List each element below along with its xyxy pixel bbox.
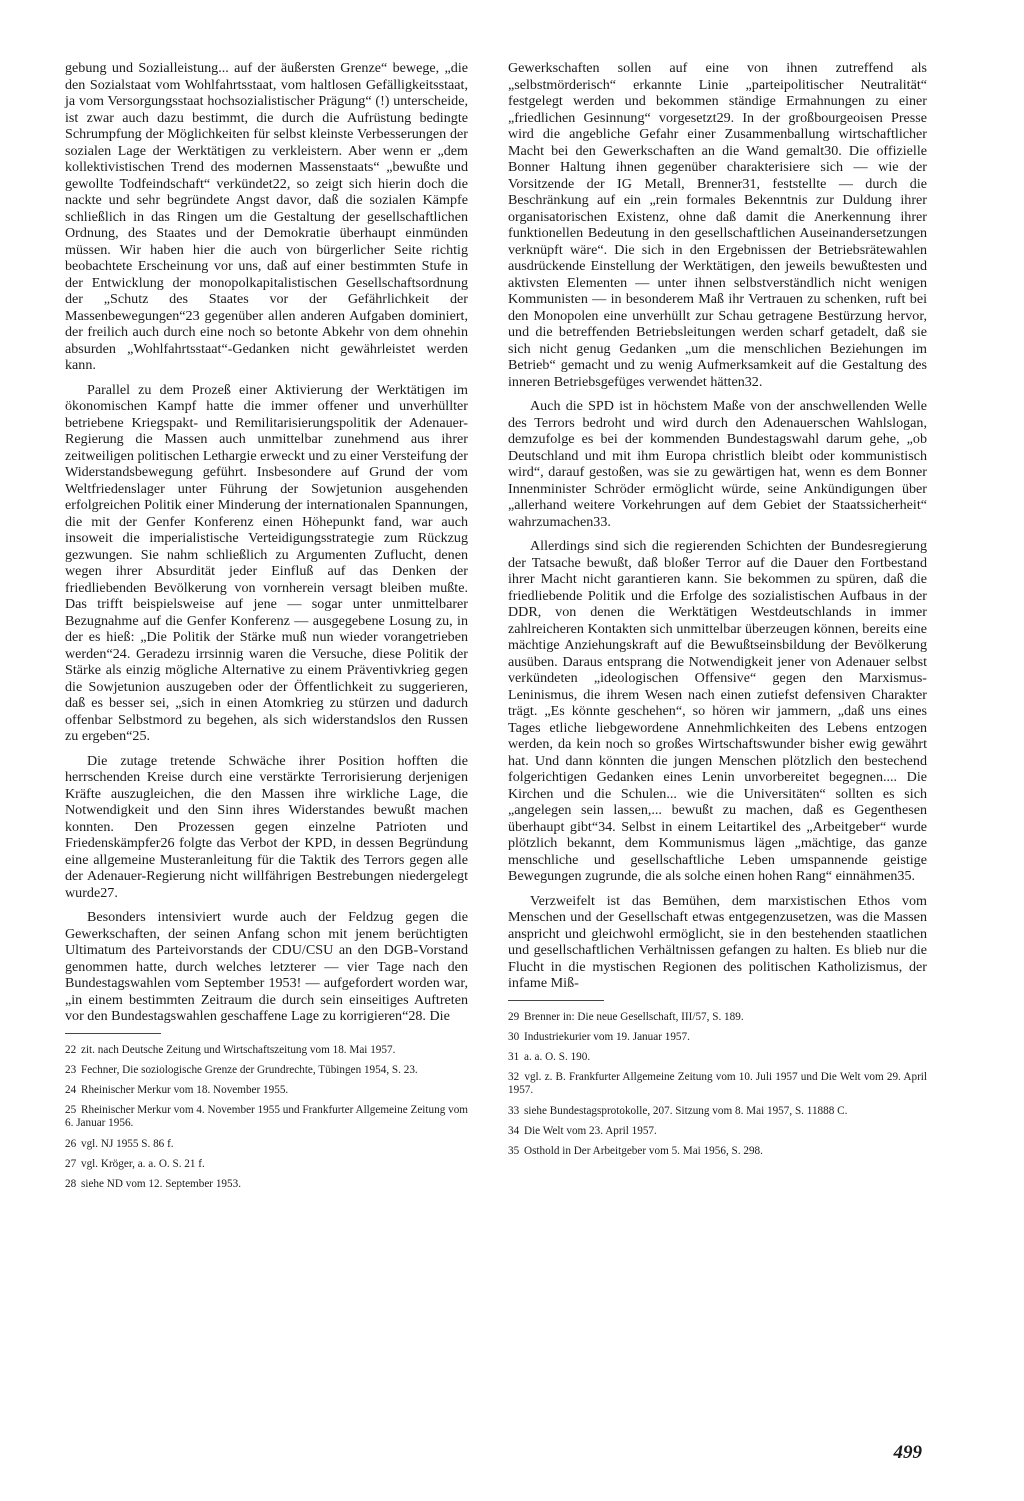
paragraph: Auch die SPD ist in höchstem Maße von der anschwellenden Welle des Terrors bedroht und wird durch den Adenauerschen Wahlslogan, demzufolge es bei der kommenden Bundestagswahl darum gehe, „ob Deutschland und mit ihm Europa christlich bleibt oder kommunistisch wird“, darauf gestoßen, was sie zu gewärtigen hat, wenn es dem Bonner Innenminister Schröder ermöglicht würde, seine Ankündigungen über „allerhand weitere Vorkehrungen auf dem Gebiet der Staatssicherheit“ wahrzumachen33. bbox=[508, 398, 927, 530]
paragraph: Die zutage tretende Schwäche ihrer Position hofften die herrschenden Kreise durch eine verstärkte Terrorisierung derjenigen Kräfte auszugleichen, die den Massen ihre wirkliche Lage, die Notwendigkeit und den Sinn ihres Widerstandes bewußt machen konnten. Den Prozessen gegen einzelne Patrioten und Friedenskämpfer26 folgte das Verbot der KPD, in dessen Begründung eine allgemeine Musteranleitung für die Taktik des Terrors gegen alle der Adenauer-Regierung nicht willfährigen Bestrebungen niedergelegt wurde27. bbox=[65, 752, 468, 901]
paragraph: Besonders intensiviert wurde auch der Feldzug gegen die Gewerkschaften, der seinen Anfang schon mit jenem berüchtigten Ultimatum des Parteivorstands der CDU/CSU an den DGB-Vorstand genommen hatte, durch welches letzterer — vier Tage nach den Bundestagswahlen vom September 1953! — aufgefordert worden war, „in einem bestimmten Zeitraum die durch sein einseitiges Auftreten vor den Bundestagswahlen geschaffene Lage zu korrigieren“28. Die bbox=[65, 909, 468, 1024]
footnote-text: siehe ND vom 12. September 1953. bbox=[80, 1177, 242, 1190]
footnote-text: vgl. Kröger, a. a. O. S. 21 f. bbox=[80, 1157, 205, 1170]
footnote-number: 31 bbox=[508, 1050, 520, 1063]
page-number: 499 bbox=[893, 1442, 922, 1463]
footnote-number: 27 bbox=[65, 1157, 77, 1170]
footnote-text: Die Welt vom 23. April 1957. bbox=[523, 1124, 657, 1137]
footnote-number: 23 bbox=[65, 1063, 77, 1076]
footnote-text: Rheinischer Merkur vom 4. November 1955 und Frankfurter Allgemeine Zeitung vom 6. Januar 1956. bbox=[65, 1104, 469, 1130]
footnote-number: 24 bbox=[65, 1083, 77, 1096]
footnote-text: a. a. O. S. 190. bbox=[523, 1050, 591, 1063]
right-column bbox=[508, 60, 927, 1165]
footnote-number: 22 bbox=[65, 1043, 77, 1056]
footnote-number: 34 bbox=[508, 1124, 520, 1137]
footnote-text: Brenner in: Die neue Gesellschaft, III/57, S. 189. bbox=[523, 1010, 744, 1023]
footnote-text: vgl. z. B. Frankfurter Allgemeine Zeitung vom 10. Juli 1957 und Die Welt vom 29. April 1957. bbox=[508, 1071, 928, 1097]
footnote bbox=[508, 1051, 927, 1064]
footnote bbox=[65, 1084, 468, 1097]
paragraph: Allerdings sind sich die regierenden Schichten der Bundesregierung der Tatsache bewußt, daß bloßer Terror auf die Dauer den Fortbestand ihrer Macht nicht garantieren kann. Sie bekommen zu spüren, daß die friedliebende Politik und die Erfolge des sozialistischen Aufbaus in der DDR, von denen die Werktätigen Westdeutschlands in immer zahlreicheren Kontakten sich unmittelbar überzeugen können, bereits eine mächtige Anziehungskraft auf die Bewußtseinsbildung der Bevölkerung ausüben. Daraus entsprang die Notwendigkeit jener von Adenauer selbst verkündeten „ideologischen Offensive“ gegen den Marxismus-Leninismus, die ihrem Wesen nach einen zutiefst defensiven Charakter trägt. „Es könnte geschehen“, so hören wir jammern, „daß uns eines Tages etliche liebgewordene Annehmlichkeiten des Lebens entzogen werden, da kein noch so großes Wirtschaftswunder bisher ewig gewährt hat. Und dann könnten die jungen Menschen plötzlich den bestechend folgerichtigen Gedanken eines Lenin unvorbereitet begegnen.... Die Kirchen und die Schulen... wie die Universitäten“ sollten es sich „angelegen sein lassen,... bewußt zu machen, daß es Gegenthesen überhaupt gibt“34. Selbst in einem Leitartikel des „Arbeitgeber“ wurde plötzlich bekannt, dem Kommunismus lägen „mächtige, das ganze menschliche und gesellschaftliche Leben umspannende geistige Bewegungen zugrunde, die als solche einen hohen Rang“ einnähmen35. bbox=[508, 538, 927, 884]
footnote-text: vgl. NJ 1955 S. 86 f. bbox=[80, 1137, 174, 1150]
paragraph: Parallel zu dem Prozeß einer Aktivierung der Werktätigen im ökonomischen Kampf hatte die immer offener und unverhüllter betriebene Kriegspakt- und Remilitarisierungspolitik der Adenauer-Regierung die Massen auch unmittelbar zunehmend aus ihrer zeitweiligen politischen Lethargie erweckt und zu einer Versteifung der Widerstandsbewegung geführt. Insbesondere auf Grund der vom Weltfriedenslager unter Führung der Sowjetunion ausgehenden erfolgreichen Politik einer Minderung der internationalen Spannungen, die mit der Genfer Konferenz einen Höhepunkt fand, war auch insoweit die imperialistische Verteidigungsstrategie zum Rückzug gezwungen. Sie nahm schließlich zu Argumenten Zuflucht, denen wegen ihrer Absurdität jeder Einfluß auf das Denken der friedliebenden Bevölkerung von vornherein versagt bleiben mußte. Das trifft beispielsweise auf jene — sogar unter unmittelbarer Bezugnahme auf die Genfer Konferenz — ausgegebene Losung zu, in der es hieß: „Die Politik der Stärke muß nun wieder vorangetrieben werden“24. Geradezu irrsinnig waren die Versuche, diese Politik der Stärke als einzig mögliche Alternative zu einem Präventivkrieg gegen die Sowjetunion auszugeben oder der Öffentlichkeit zu suggerieren, daß es besser sei, „sich in einen Atomkrieg zu stürzen und dadurch offenbar Selbstmord zu begehen, als sich widerstandslos den Russen zu ergeben“25. bbox=[65, 381, 468, 744]
footnote-text: Industriekurier vom 19. Januar 1957. bbox=[523, 1030, 690, 1043]
footnote-text: zit. nach Deutsche Zeitung und Wirtschaftszeitung vom 18. Mai 1957. bbox=[80, 1043, 396, 1056]
footnote-number: 30 bbox=[508, 1030, 520, 1043]
footnote-number: 29 bbox=[508, 1010, 520, 1023]
footnote-number: 26 bbox=[65, 1137, 77, 1150]
footnote-divider bbox=[508, 1000, 604, 1001]
footnote-number: 33 bbox=[508, 1104, 520, 1117]
left-column bbox=[65, 60, 468, 1198]
footnote bbox=[65, 1064, 468, 1077]
right-body-text bbox=[508, 60, 927, 992]
footnote bbox=[508, 1125, 927, 1138]
left-footnotes bbox=[65, 1044, 468, 1192]
footnote bbox=[65, 1138, 468, 1151]
paragraph: Verzweifelt ist das Bemühen, dem marxistischen Ethos vom Menschen und der Gesellschaft etwas entgegenzusetzen, was die Massen anspricht und gleichwohl ermöglicht, sie in den bestehenden staatlichen und gesellschaftlichen Verhältnissen gefangen zu halten. Es blieb nur die Flucht in die mystischen Regionen des politischen Katholizismus, der infame Miß- bbox=[508, 892, 927, 991]
footnote bbox=[65, 1044, 468, 1057]
footnote bbox=[508, 1011, 927, 1024]
footnote-divider bbox=[65, 1033, 161, 1034]
footnote bbox=[508, 1071, 927, 1097]
footnote-number: 32 bbox=[508, 1071, 520, 1084]
footnote-text: Fechner, Die soziologische Grenze der Grundrechte, Tübingen 1954, S. 23. bbox=[80, 1063, 418, 1076]
footnote-text: Rheinischer Merkur vom 18. November 1955. bbox=[80, 1083, 289, 1096]
footnote-number: 25 bbox=[65, 1104, 77, 1117]
footnote bbox=[65, 1104, 468, 1130]
footnote-number: 28 bbox=[65, 1177, 77, 1190]
paragraph: gebung und Sozialleistung... auf der äußersten Grenze“ bewege, „die den Sozialstaat vom Wohlfahrtsstaat, vom haltlosen Gefälligkeitsstaat, ja vom Versorgungsstaat hochsozialistischer Prägung“ (!) unterscheide, ist zwar auch dazu bestimmt, die durch die Aufrüstung bedingte Schrumpfung der Möglichkeiten für selbst kleinste Verbesserungen der sozialen Lage der Werktätigen zu verkleistern. Aber wenn er „dem kollektivistischen Trend des modernen Massenstaats“ „bewußte und gewollte Todfeindschaft“ verkündet22, so zeigt sich hierin doch die nackte und sehr begründete Angst davor, daß die sozialen Kämpfe schließlich in das Ringen um die Gestaltung der gesellschaftlichen Ordnung, des Staates und der Demokratie überhaupt einmünden müssen. Wir haben hier die auch von bürgerlicher Seite richtig beobachtete Erscheinung vor uns, daß auf einer bestimmten Stufe in der Entwicklung der monopolkapitalistischen Gesellschaftsordnung der „Schutz des Staates vor der Gefährlichkeit der Massenbewegungen“23 gegenüber allen anderen Aufgaben dominiert, der freilich auch durch eine noch so betonte Abkehr von dem ohnehin absurden „Wohlfahrtsstaat“-Gedanken nicht gewährleistet werden kann. bbox=[65, 60, 468, 373]
footnote bbox=[508, 1031, 927, 1044]
paragraph: Gewerkschaften sollen auf eine von ihnen zutreffend als „selbstmörderisch“ erkannte Linie „parteipolitischer Neutralität“ festgelegt werden und bekommen ständige Ermahnungen zu einer „friedlichen Gesinnung“ vorgesetzt29. In der großbourgeoisen Presse wird die angebliche Gefahr einer Zusammenballung wirtschaftlicher Macht bei den Gewerkschaften an die Wand gemalt30. Die offizielle Bonner Haltung ihnen gegenüber charakterisiere sich — wie der Vorsitzende der IG Metall, Brenner31, feststellte — durch die Beschränkung auf ein „rein formales Bekenntnis zur Duldung ihrer organisatorischen Existenz, ohne daß damit die Anerkennung ihrer funktionellen Bedeutung in den gesellschaftlichen Auseinandersetzungen verknüpft wäre“. Die sich in den Ergebnissen der Betriebsrätewahlen ausdrückende Einstellung der Werktätigen, den jeweils bewußtesten und aktivsten Elementen — unter ihnen selbstverständlich nicht wenigen Kommunisten — in besonderem Maß ihr Vertrauen zu schenken, ruft bei den Monopolen eine unverhüllt zur Schau getragene Bestürzung hervor, und die betreffenden Betriebsleitungen werden scharf getadelt, daß sie sich nicht genug Gedanken „um die menschlichen Beziehungen im Betrieb“ gemacht und zu wenig Aufmerksamkeit auf die Gestaltung des inneren Betriebsgefüges verwendet hätten32. bbox=[508, 60, 927, 390]
footnote-text: Osthold in Der Arbeitgeber vom 5. Mai 1956, S. 298. bbox=[523, 1144, 763, 1157]
right-footnotes bbox=[508, 1011, 927, 1159]
left-body-text bbox=[65, 60, 468, 1025]
footnote bbox=[508, 1145, 927, 1158]
footnote bbox=[65, 1158, 468, 1171]
footnote bbox=[65, 1178, 468, 1191]
footnote bbox=[508, 1105, 927, 1118]
footnote-number: 35 bbox=[508, 1144, 520, 1157]
footnote-text: siehe Bundestagsprotokolle, 207. Sitzung vom 8. Mai 1957, S. 11888 C. bbox=[523, 1104, 848, 1117]
